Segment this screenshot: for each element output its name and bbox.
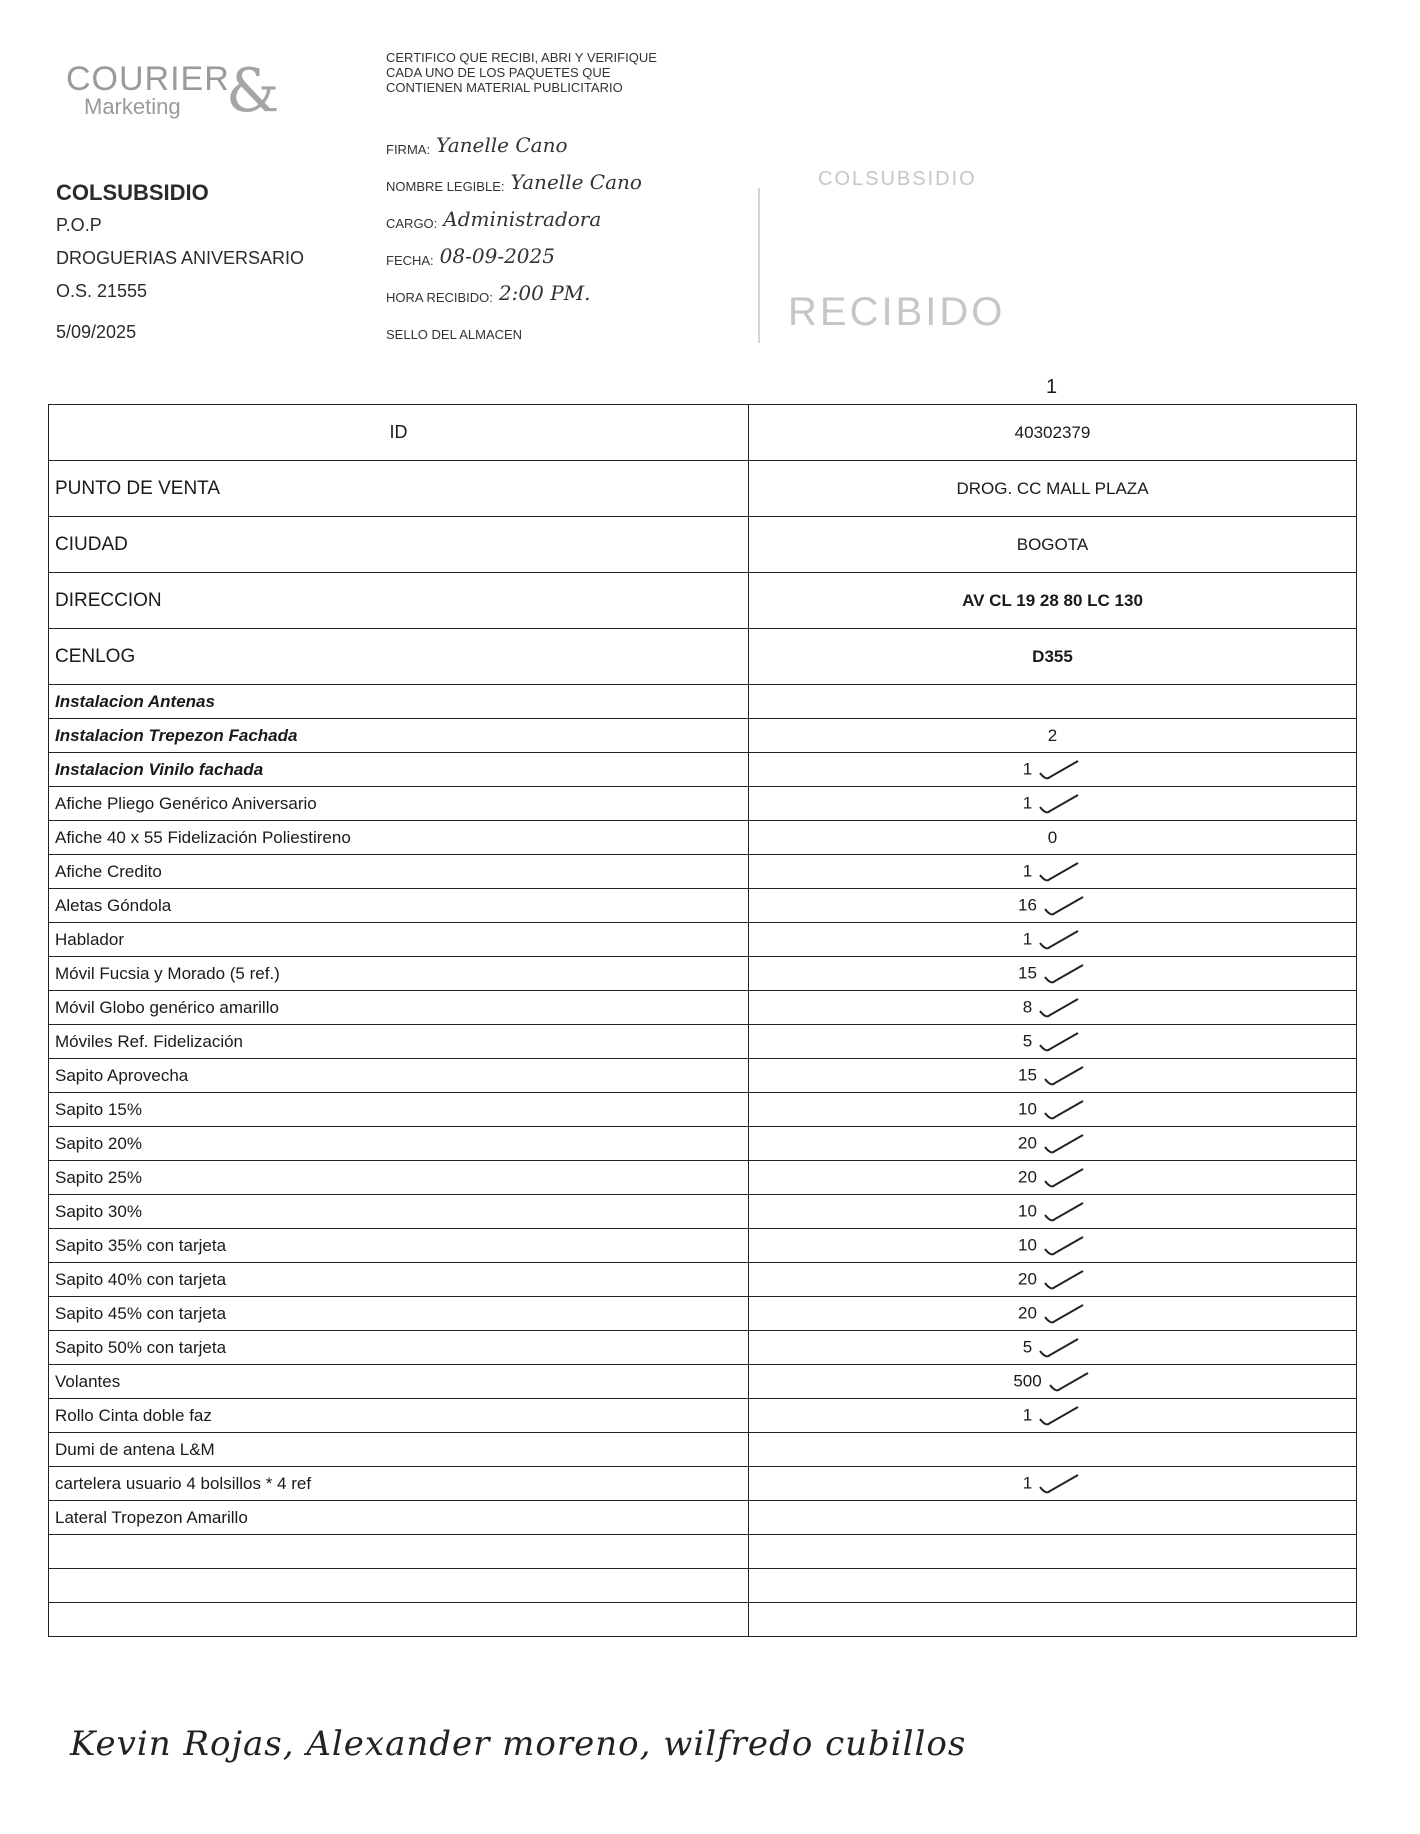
item-row [49,1025,1357,1059]
item-qty: 500 [1013,1370,1042,1390]
item-qty-cell [749,1433,1357,1467]
item-row [49,1229,1357,1263]
checkmark-icon [1036,1029,1082,1055]
checkmark-icon [1046,1369,1092,1395]
item-label: Afiche 40 x 55 Fidelización Poliestireno [49,821,749,855]
item-qty-cell [749,1229,1357,1263]
item-qty: 1 [1022,1404,1033,1424]
certificate-line-3: CONTIENEN MATERIAL PUBLICITARIO [386,80,623,95]
nombre-value: Yanelle Cano [510,170,642,194]
item-label: Móvil Fucsia y Morado (5 ref.) [49,957,749,991]
item-qty-cell [749,957,1357,991]
item-qty-cell [749,1399,1357,1433]
item-row [49,1331,1357,1365]
sello-field [386,305,642,342]
item-qty: 15 [1018,962,1037,982]
stamp-border [758,188,760,343]
item-row [49,1603,1357,1637]
checkmark-icon [1036,791,1082,817]
item-qty-cell [749,821,1357,855]
item-row [49,1263,1357,1297]
item-label: Dumi de antena L&M [49,1433,749,1467]
header-value: 40302379 [749,405,1357,461]
item-row [49,753,1357,787]
item-qty: 10 [1018,1200,1037,1220]
item-qty-cell [749,923,1357,957]
handwritten-names: Kevin Rojas, Alexander moreno, wilfredo cubillos [70,1724,967,1764]
item-label: Sapito Aprovecha [49,1059,749,1093]
item-row [49,821,1357,855]
checkmark-icon [1041,893,1087,919]
stamp-line-2: RECIBIDO [788,290,1006,334]
item-label: Sapito 35% con tarjeta [49,1229,749,1263]
item-qty: 20 [1018,1302,1037,1322]
logo-ampersand-icon: & [226,56,280,126]
logo-courier-text: COURIER [66,60,230,98]
item-label: Móviles Ref. Fidelización [49,1025,749,1059]
client-pop: P.O.P [56,215,102,235]
client-date: 5/09/2025 [56,322,137,342]
client-order: O.S. 21555 [56,281,148,301]
item-qty: 1 [1022,928,1033,948]
item-qty-cell [749,991,1357,1025]
cargo-value: Administradora [443,207,602,231]
checkmark-icon [1041,961,1087,987]
item-qty: 1 [1022,792,1033,812]
item-qty-cell [749,1263,1357,1297]
checkmark-icon [1036,1335,1082,1361]
item-qty-cell [749,1297,1357,1331]
item-label: Hablador [49,923,749,957]
item-qty-cell [749,1569,1357,1603]
item-row [49,1365,1357,1399]
checkmark-icon [1036,757,1082,783]
item-label: Sapito 45% con tarjeta [49,1297,749,1331]
item-row [49,855,1357,889]
item-qty: 1 [1022,758,1033,778]
item-row [49,719,1357,753]
courier-marketing-logo [66,56,286,142]
item-qty: 10 [1018,1234,1037,1254]
item-label: Instalacion Antenas [49,685,749,719]
item-qty-cell [749,685,1357,719]
item-qty-cell [749,1195,1357,1229]
item-qty-cell [749,1093,1357,1127]
delivery-table [48,404,1357,1637]
item-row [49,991,1357,1025]
logo-marketing-text: Marketing [84,94,181,119]
checkmark-icon [1041,1233,1087,1259]
item-qty-cell [749,719,1357,753]
item-qty: 5 [1022,1336,1033,1356]
item-qty-cell [749,1025,1357,1059]
hora-value: 2:00 PM. [498,281,591,305]
item-row [49,1059,1357,1093]
header-label: ID [49,405,749,461]
client-campaign: DROGUERIAS ANIVERSARIO [56,248,305,268]
firma-label: FIRMA: [386,142,431,157]
item-label: Sapito 15% [49,1093,749,1127]
certificate-statement [386,50,746,95]
item-label: Afiche Pliego Genérico Aniversario [49,787,749,821]
item-row [49,1195,1357,1229]
item-label: Móvil Globo genérico amarillo [49,991,749,1025]
header-value: BOGOTA [749,517,1357,573]
item-qty: 5 [1022,1030,1033,1050]
item-label: Sapito 20% [49,1127,749,1161]
item-qty-cell [749,1127,1357,1161]
checkmark-icon [1036,927,1082,953]
item-qty: 1 [1022,860,1033,880]
item-qty-cell [749,787,1357,821]
item-row [49,685,1357,719]
item-qty: 20 [1018,1268,1037,1288]
item-label [49,1603,749,1637]
item-label: Instalacion Vinilo fachada [49,753,749,787]
item-label: Sapito 30% [49,1195,749,1229]
item-row [49,889,1357,923]
item-qty-cell [749,1331,1357,1365]
header-row [49,573,1357,629]
checkmark-icon [1041,1063,1087,1089]
item-qty: 10 [1018,1098,1037,1118]
header-value: DROG. CC MALL PLAZA [749,461,1357,517]
firma-field [386,120,642,157]
header-row [49,405,1357,461]
item-row [49,1161,1357,1195]
item-qty: 16 [1018,894,1037,914]
item-qty-cell [749,889,1357,923]
header-row [49,629,1357,685]
item-row [49,1569,1357,1603]
checkmark-icon [1036,859,1082,885]
item-label [49,1569,749,1603]
item-label [49,1535,749,1569]
item-row [49,1467,1357,1501]
item-qty: 20 [1018,1166,1037,1186]
item-qty-cell [749,1467,1357,1501]
item-qty-cell [749,753,1357,787]
checkmark-icon [1041,1199,1087,1225]
item-label: Instalacion Trepezon Fachada [49,719,749,753]
item-row [49,957,1357,991]
item-qty-cell [749,855,1357,889]
item-row [49,787,1357,821]
fecha-value: 08-09-2025 [439,244,555,268]
header-label: CENLOG [49,629,749,685]
item-row [49,1093,1357,1127]
checkmark-icon [1036,1471,1082,1497]
checkmark-icon [1036,1403,1082,1429]
item-row [49,1433,1357,1467]
item-qty-cell [749,1365,1357,1399]
item-row [49,1127,1357,1161]
firma-value: Yanelle Cano [436,133,568,157]
sello-label: SELLO DEL ALMACEN [386,327,523,342]
item-qty-cell [749,1161,1357,1195]
item-label: Sapito 25% [49,1161,749,1195]
item-qty-cell [749,1535,1357,1569]
page-number: 1 [1046,376,1058,398]
client-name: COLSUBSIDIO [56,180,209,205]
item-label: Afiche Credito [49,855,749,889]
item-qty-cell [749,1501,1357,1535]
delivery-table-body [49,405,1357,1637]
header-value: AV CL 19 28 80 LC 130 [749,573,1357,629]
item-qty: 2 [1047,725,1058,745]
item-qty: 0 [1047,827,1058,847]
checkmark-icon [1041,1131,1087,1157]
item-row [49,923,1357,957]
certificate-line-1: CERTIFICO QUE RECIBI, ABRI Y VERIFIQUE [386,50,657,65]
cargo-field [386,194,642,231]
header-row [49,517,1357,573]
nombre-field [386,157,642,194]
item-label: Sapito 40% con tarjeta [49,1263,749,1297]
item-row [49,1501,1357,1535]
stamp-line-1: COLSUBSIDIO [818,168,977,190]
item-label: Aletas Góndola [49,889,749,923]
fecha-label: FECHA: [386,253,434,268]
header-label: CIUDAD [49,517,749,573]
header-label: PUNTO DE VENTA [49,461,749,517]
checkmark-icon [1041,1301,1087,1327]
client-info [56,176,304,349]
cargo-label: CARGO: [386,216,438,231]
header-label: DIRECCION [49,573,749,629]
item-qty: 15 [1018,1064,1037,1084]
item-label: cartelera usuario 4 bolsillos * 4 ref [49,1467,749,1501]
item-label: Lateral Tropezon Amarillo [49,1501,749,1535]
item-qty-cell [749,1059,1357,1093]
checkmark-icon [1041,1165,1087,1191]
hora-label: HORA RECIBIDO: [386,290,493,305]
item-qty: 1 [1022,1472,1033,1492]
receipt-fields [386,120,642,342]
certificate-line-2: CADA UNO DE LOS PAQUETES QUE [386,65,611,80]
nombre-label: NOMBRE LEGIBLE: [386,179,505,194]
header-value: D355 [749,629,1357,685]
item-label: Sapito 50% con tarjeta [49,1331,749,1365]
checkmark-icon [1036,995,1082,1021]
fecha-field [386,231,642,268]
header-row [49,461,1357,517]
item-qty-cell [749,1603,1357,1637]
item-label: Volantes [49,1365,749,1399]
checkmark-icon [1041,1267,1087,1293]
hora-field [386,268,642,305]
item-qty: 8 [1022,996,1033,1016]
store-stamp [758,168,1058,348]
item-label: Rollo Cinta doble faz [49,1399,749,1433]
item-row [49,1535,1357,1569]
item-qty: 20 [1018,1132,1037,1152]
checkmark-icon [1041,1097,1087,1123]
item-row [49,1297,1357,1331]
item-row [49,1399,1357,1433]
